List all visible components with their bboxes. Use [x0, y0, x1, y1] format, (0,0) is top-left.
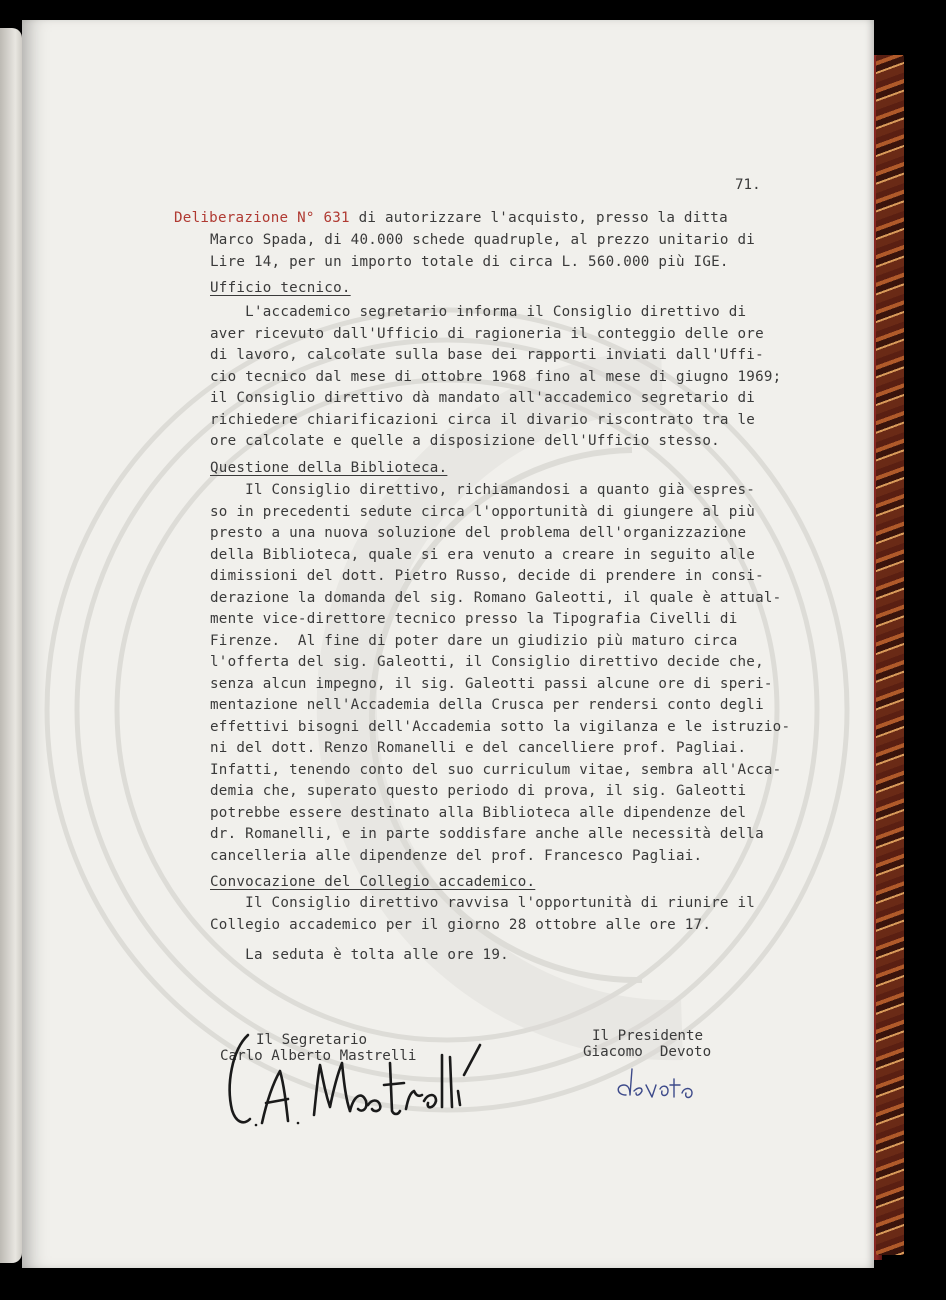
deliberation-text: di autorizzare l'acquisto, presso la ditta	[349, 210, 728, 226]
body-line: ni del dott. Renzo Romanelli e del cancelliere prof. Pagliai.	[210, 740, 747, 756]
secretary-title: Il Segretario	[256, 1032, 368, 1048]
body-line: della Biblioteca, quale si era venuto a creare in seguito alle	[210, 546, 756, 563]
body-line: richiedere chiarificazioni circa il divario riscontrato tra le	[210, 411, 756, 428]
section-heading-questione-biblioteca: Questione della Biblioteca.	[210, 460, 448, 476]
body-line: cio tecnico dal mese di ottobre 1968 fino al mese di giugno 1969;	[210, 368, 782, 385]
document-page	[22, 20, 874, 1268]
deliberation-line-3: Lire 14, per un importo totale di circa L. 560.000 più IGE.	[210, 254, 729, 270]
body-line: senza alcun impegno, il sig. Galeotti passi alcune ore di speri-	[210, 675, 773, 692]
body-line: Il Consiglio direttivo ravvisa l'opportunità di riunire il	[210, 895, 756, 911]
section-heading-ufficio-tecnico: Ufficio tecnico.	[210, 280, 351, 296]
deliberation-line-1	[174, 208, 728, 230]
body-line: demia che, superato questo periodo di prova, il sig. Galeotti	[210, 783, 747, 799]
body-line: so in precedenti sedute circa l'opportunità di giungere al più	[210, 503, 756, 520]
body-line: L'accademico segretario informa il Consiglio direttivo di	[210, 304, 747, 320]
president-signature	[612, 1065, 702, 1105]
body-line: Infatti, tenendo conto del suo curriculum vitae, sembra all'Acca-	[210, 761, 782, 778]
body-line: l'offerta del sig. Galeotti, il Consiglio direttivo decide che,	[210, 654, 764, 670]
deliberation-line-2: Marco Spada, di 40.000 schede quadruple, al prezzo unitario di	[210, 232, 756, 248]
deliberation-label: Deliberazione N° 631	[174, 210, 350, 226]
section-heading-convocazione: Convocazione del Collegio accademico.	[210, 874, 536, 890]
body-line: mente vice-direttore tecnico presso la Tipografia Civelli di	[210, 611, 738, 627]
body-line: presto a una nuova soluzione del problema dell'organizzazione	[210, 525, 747, 541]
body-line: Collegio accademico per il giorno 28 ottobre alle ore 17.	[210, 916, 712, 933]
section-body-questione-biblioteca	[210, 480, 790, 867]
body-line: Il Consiglio direttivo, richiamandosi a quanto già espres-	[210, 482, 756, 498]
president-title: Il Presidente	[592, 1028, 704, 1044]
marbled-endpaper	[876, 55, 904, 1255]
section-body-ufficio-tecnico	[210, 302, 781, 453]
page-number: 71.	[735, 177, 761, 193]
body-line: dr. Romanelli, e in parte soddisfare anche alle necessità della	[210, 826, 764, 842]
body-line: di lavoro, calcolate sulla base dei rapporti inviati dall'Uffi-	[210, 347, 764, 363]
body-line: dimissioni del dott. Pietro Russo, decide di prendere in consi-	[210, 568, 764, 584]
body-line: mentazione nell'Accademia della Crusca per rendersi conto degli	[210, 697, 764, 713]
secretary-name: Carlo Alberto Mastrelli	[220, 1048, 417, 1064]
body-line: Firenze. Al fine di poter dare un giudizio più maturo circa	[210, 632, 738, 649]
closing-line: La seduta è tolta alle ore 19.	[210, 947, 509, 963]
section-body-convocazione	[210, 893, 755, 936]
body-line: potrebbe essere destinato alla Biblioteca alle dipendenze del	[210, 804, 747, 821]
body-line: effettivi bisogni dell'Accademia sotto la vigilanza e le istruzio-	[210, 718, 791, 735]
body-line: il Consiglio direttivo dà mandato all'accademico segretario di	[210, 390, 756, 406]
facing-page-edge	[0, 28, 22, 1263]
president-name: Giacomo Devoto	[583, 1044, 712, 1060]
secretary-signature	[222, 1015, 502, 1135]
body-line: aver ricevuto dall'Ufficio di ragioneria il conteggio delle ore	[210, 325, 764, 342]
body-line: cancelleria alle dipendenze del prof. Francesco Pagliai.	[210, 847, 703, 864]
body-line: derazione la domanda del sig. Romano Galeotti, il quale è attual-	[210, 589, 782, 606]
body-line: ore calcolate e quelle a disposizione dell'Ufficio stesso.	[210, 433, 720, 449]
